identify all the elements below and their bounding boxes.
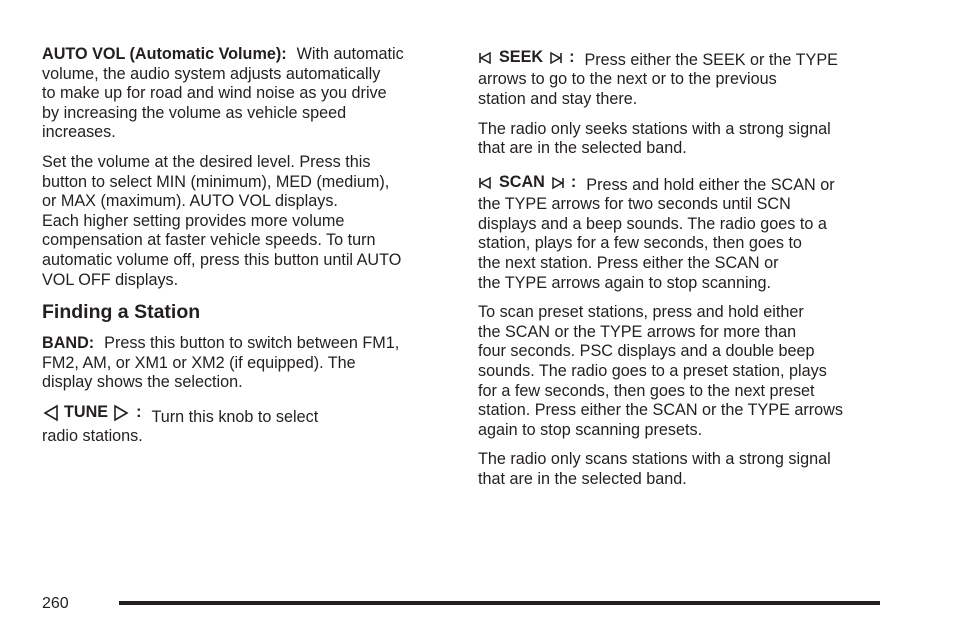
text-line: increases. <box>42 123 116 142</box>
text-line: that are in the selected band. <box>478 469 687 488</box>
text-line: the TYPE arrows for two seconds until SCN <box>478 195 791 214</box>
text-line: compensation at faster vehicle speeds. To turn <box>42 231 376 250</box>
seek-control-label <box>478 48 574 68</box>
band-line-1 <box>42 334 452 354</box>
seek-colon: : <box>569 48 575 66</box>
text-line: or MAX (maximum). AUTO VOL displays. <box>42 192 338 211</box>
text-line: The radio only seeks stations with a strong signal <box>478 119 831 138</box>
scan-presets-paragraph <box>478 303 888 440</box>
scan-paragraph <box>478 173 888 293</box>
tune-left-triangle-icon <box>42 404 60 422</box>
auto-vol-paragraph <box>42 45 452 143</box>
text-line: The radio only scans stations with a strong signal <box>478 450 831 469</box>
scan-colon: : <box>570 172 577 191</box>
seek-note-paragraph <box>478 120 888 159</box>
tune-colon: : <box>136 402 142 421</box>
tune-paragraph <box>42 403 452 447</box>
text-line: display shows the selection. <box>42 373 243 392</box>
scan-term: SCAN <box>499 172 545 191</box>
scan-text: Press and hold either the SCAN or <box>586 175 835 194</box>
seek-down-icon <box>478 51 492 65</box>
tune-term: TUNE <box>64 402 109 421</box>
page-number: 260 <box>42 595 69 612</box>
section-title: Finding a Station <box>42 301 201 324</box>
text-line: to make up for road and wind noise as you drive <box>42 84 387 103</box>
right-column <box>478 48 888 499</box>
text-line: FM2, AM, or XM1 or XM2 (if equipped). The <box>42 353 356 372</box>
seek-up-icon <box>549 51 563 65</box>
text-line: the SCAN or the TYPE arrows for more than <box>478 322 797 341</box>
band-term: BAND: <box>42 334 95 353</box>
text-line: radio stations. <box>42 427 143 446</box>
text-line: Set the volume at the desired level. Press this <box>42 152 371 171</box>
text-line: the TYPE arrows again to stop scanning. <box>478 273 772 292</box>
text-line: four seconds. PSC displays and a double beep <box>478 342 815 361</box>
text-line: Each higher setting provides more volume <box>42 211 345 230</box>
band-text: Press this button to switch between FM1, <box>104 334 400 353</box>
band-paragraph <box>42 334 452 393</box>
text-line: button to select MIN (minimum), MED (medium), <box>42 172 390 191</box>
left-column <box>42 45 452 457</box>
seek-text: Press either the SEEK or the TYPE <box>584 50 838 69</box>
tune-text: Turn this knob to select <box>151 407 319 426</box>
text-line: sounds. The radio goes to a preset station, plays <box>478 361 827 380</box>
text-line: station. Press either the SCAN or the TYPE arrows <box>478 401 843 420</box>
tune-control-label <box>42 403 141 423</box>
scan-down-icon <box>478 176 492 190</box>
set-volume-paragraph <box>42 153 452 290</box>
text-line: the next station. Press either the SCAN or <box>478 253 779 272</box>
text-line: by increasing the volume as vehicle speed <box>42 103 347 122</box>
text-line: station and stay there. <box>478 89 638 108</box>
scan-up-icon <box>551 176 565 190</box>
text-line: station, plays for a few seconds, then goes to <box>478 234 802 253</box>
footer-rule <box>119 601 880 605</box>
text-line: again to stop scanning presets. <box>478 420 703 439</box>
seek-paragraph <box>478 48 888 110</box>
text-line: displays and a beep sounds. The radio goes to a <box>478 214 827 233</box>
tune-right-triangle-icon <box>112 404 130 422</box>
text-line: that are in the selected band. <box>478 139 687 158</box>
auto-vol-text: With automatic <box>296 45 404 63</box>
auto-vol-term: AUTO VOL (Automatic Volume): <box>42 45 287 63</box>
auto-vol-line-1 <box>42 45 452 65</box>
text-line: automatic volume off, press this button until AUTO <box>42 250 402 269</box>
text-line: To scan preset stations, press and hold either <box>478 303 804 322</box>
tune-line-1 <box>42 403 452 427</box>
seek-term: SEEK <box>499 48 544 66</box>
scan-line-1 <box>478 173 888 195</box>
seek-line-1 <box>478 48 888 70</box>
text-line: for a few seconds, then goes to the next preset <box>478 381 815 400</box>
text-line: volume, the audio system adjusts automatically <box>42 64 381 83</box>
text-line: arrows to go to the next or to the previous <box>478 70 777 89</box>
scan-control-label <box>478 173 576 193</box>
text-line: VOL OFF displays. <box>42 270 179 289</box>
scan-note-paragraph <box>478 450 888 489</box>
